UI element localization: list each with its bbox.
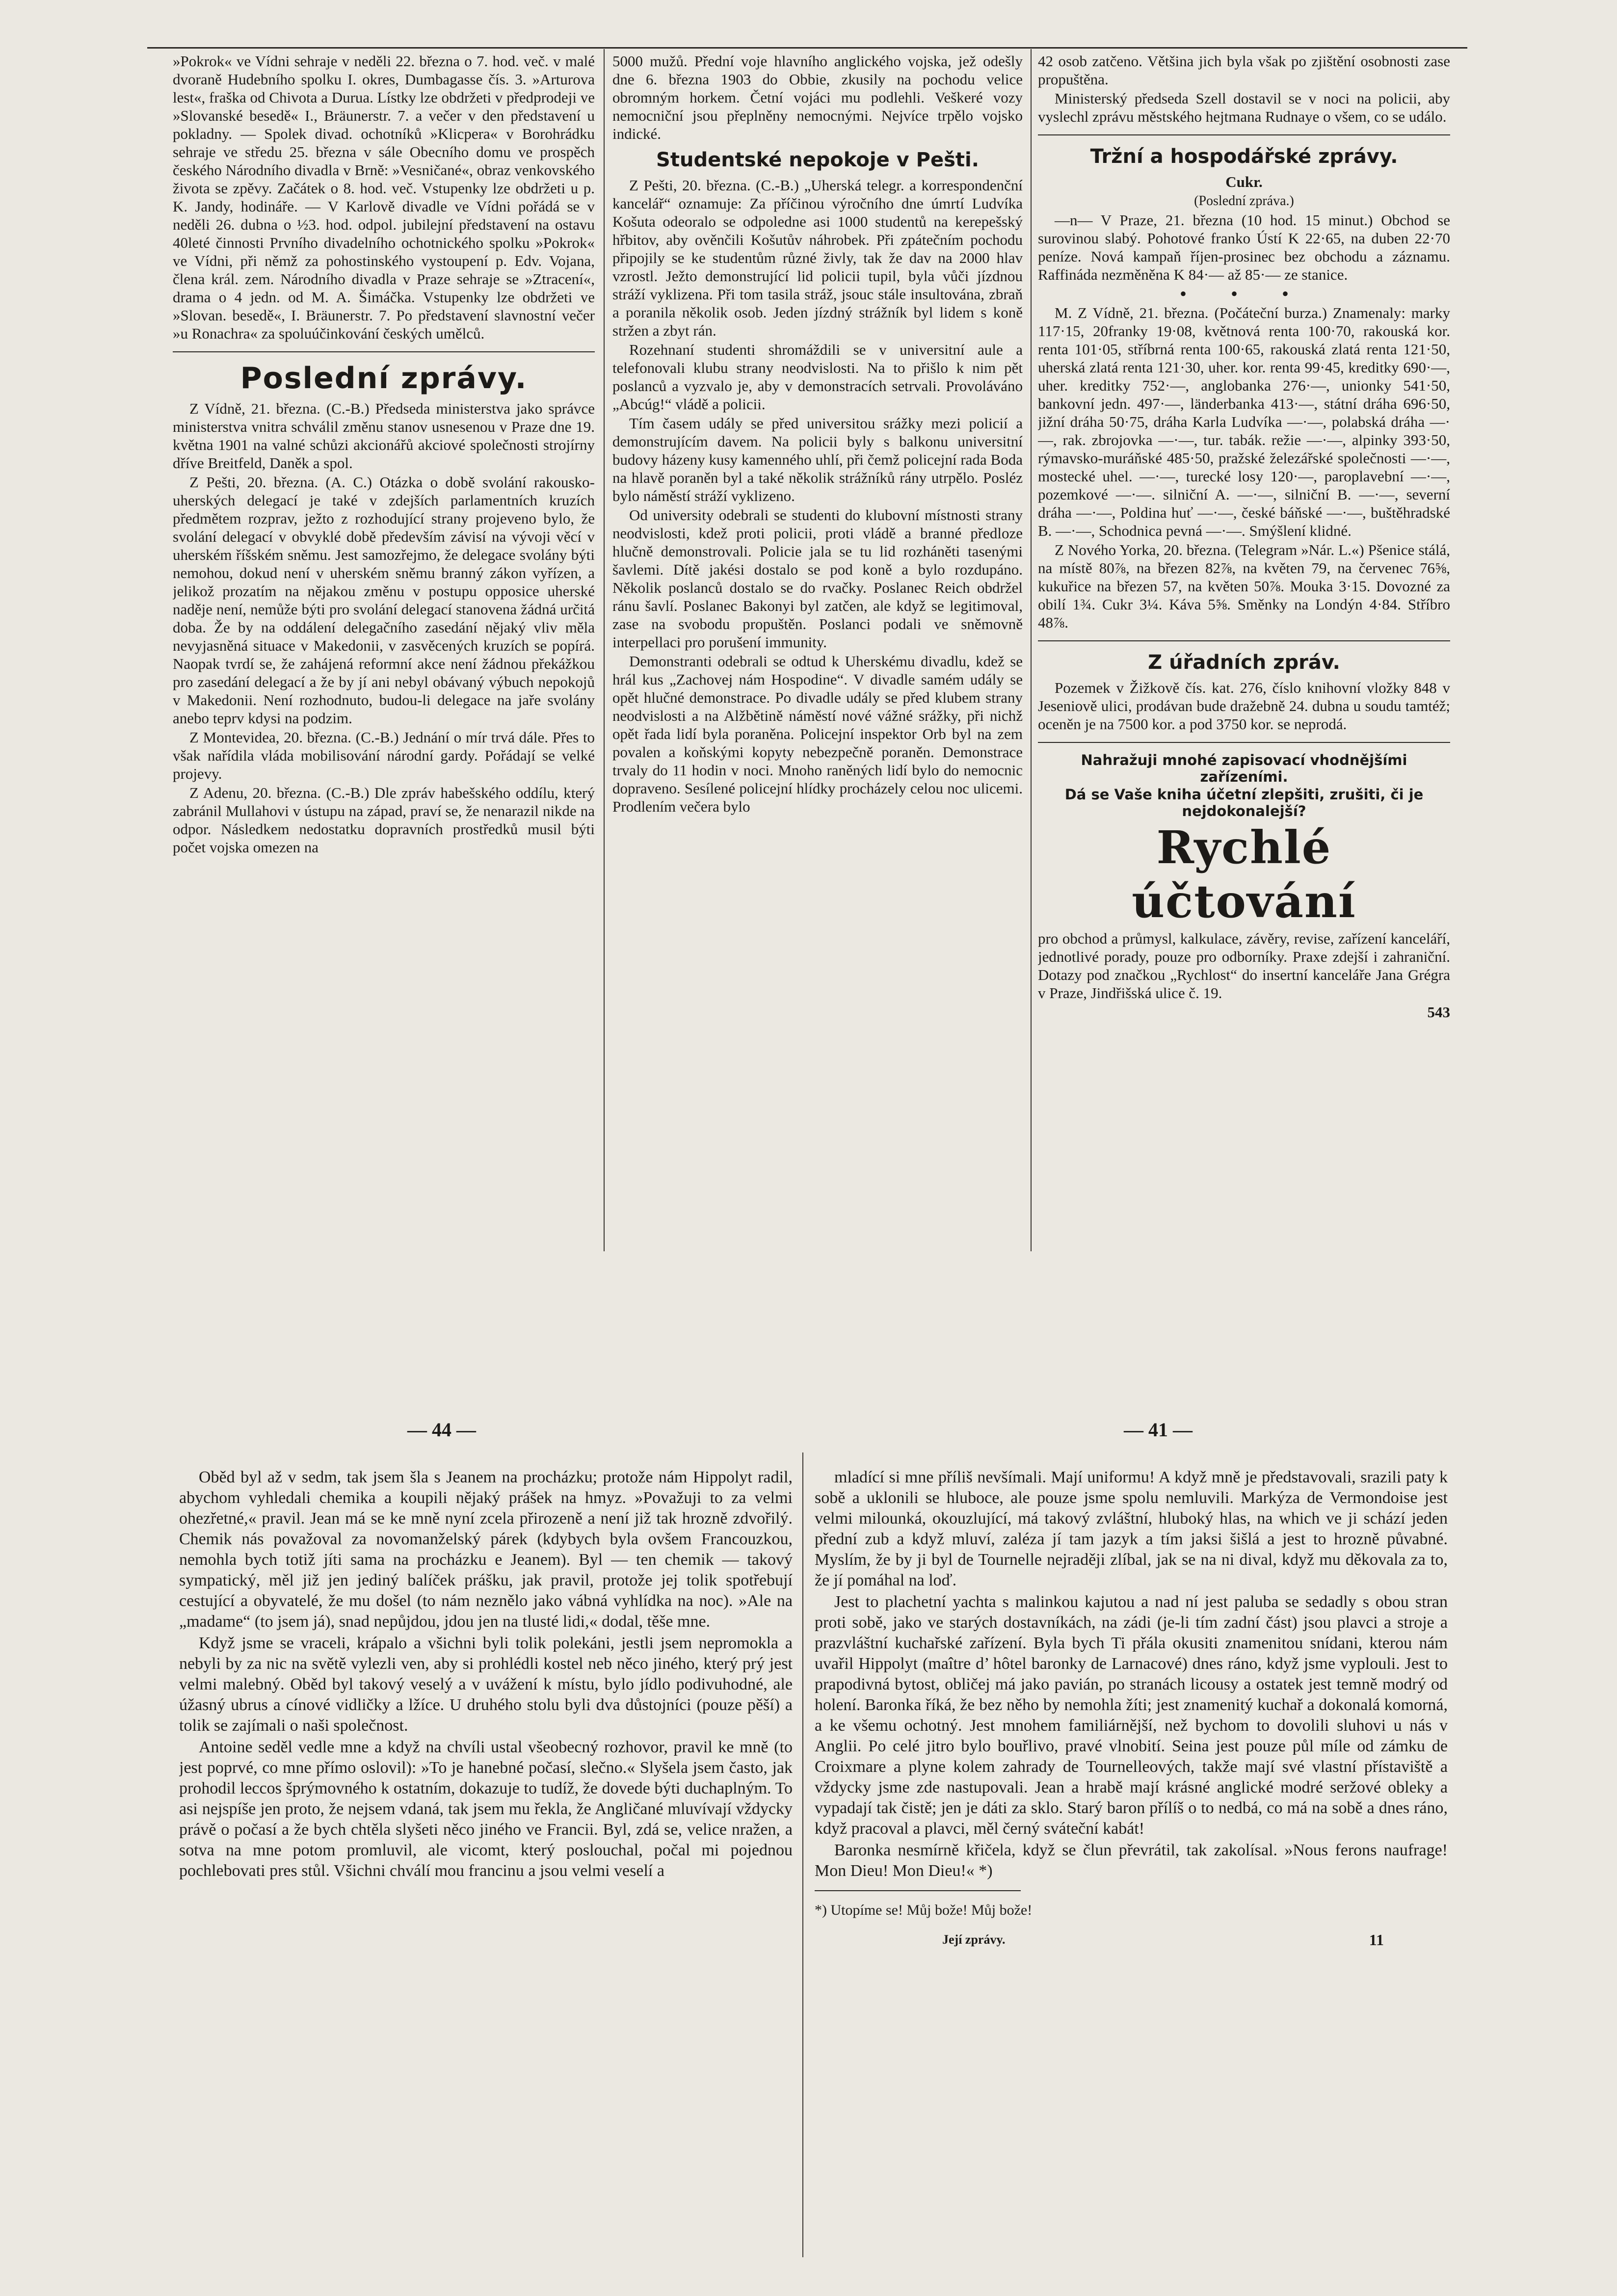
column-right xyxy=(1038,52,1450,1254)
separator-stars: • • • xyxy=(1179,283,1308,305)
ad-headline-2: Dá se Vaše kniha účetní zlepšiti, zrušiti, či je nejdokonalejší? xyxy=(1064,786,1424,819)
footer-page-number: 11 xyxy=(1369,1931,1384,1949)
top-rule xyxy=(147,47,1467,49)
story-left-para-2: Když jsme se vraceli, krápalo a všichni byli tolik polekáni, jestli jsem nepromokla a nebyli by za nic na světě vylezli ven, aby si prohlédli kostel neb něco jiného, který prý jest velmi malebný. Oběd byl takový veselý a v uvážení k místu, bylo jídlo podivuhodné, ale úžasný ubrus a cínové vidličky a lžíce. U druhého stolu byli dva důstojníci (pouze pěší) a tolik se zajímali o naši společnost. xyxy=(179,1634,793,1735)
column-middle xyxy=(612,52,1023,1254)
page-number-right: — 41 — xyxy=(1124,1419,1193,1441)
unrest-para-3: Tím časem udály se před universitou srážky mezi policií a demonstrujícím davem. Na policii byly s balkonu universitní budovy házeny kusy kamenného uhlí, při čemž policejní rada Boda na hlavě poraněn byl a také několik strážníků rány utrpělo. Posléz bylo náměstí stráží vyklizeno. xyxy=(612,415,1023,504)
footer-signature: Její zprávy. xyxy=(942,1932,1006,1947)
unrest-para-5: Demonstranti odebrali se odtud k Uherskému divadlu, kdež se hrál kus „Zachovej nám Hospodine“. V divadle samém udály se opět hlučné demonstrace. Po divadle udály se před klubem strany neodvislosti a na Alžbětině náměstí nové vážné srážky, při nichž opět řada lidí byla poraněna. Policejní inspektor Orb byl na zem povalen a koňskými kopyty nebezpečně poraněn. Demonstrace trvaly do 11 hodin v noci. Mnoho raněných lidí bylo do nemocnic dopraveno. Sesílené policejní hlídky procházely celou noc ulicemi. Prodlením večera bylo xyxy=(612,653,1023,815)
column-divider-1 xyxy=(604,49,605,1251)
section-heading-latest-news: Poslední zprávy. xyxy=(240,361,528,396)
section-divider xyxy=(173,351,595,352)
ad-number: 543 xyxy=(1427,1003,1450,1021)
story-left-para-3: Antoine seděl vedle mne a když na chvíli ustal všeobecný rozhovor, pravil ke mně (to jest poprvé, co mne přímo oslovil): »To je hanebné počasí, slečno.« Slyšela jsem často, jak prohodil leccos šprýmovného k ostatním, dokazuje to tudíž, že dovede býti duchaplným. To asi nejspíše jen proto, že nejsem vdaná, tak jsem mu řekla, že Angličané mluvívají vždycky právě o počasí a že bych chtěla slyšeti něco jiného ve Francii. Byl, zdá se, velice nražen, a sotva na mne potom promluvil, ale vicomt, který poslouchal, počal mi pojednou pochlebovati pres stůl. Všichni chválí mou francinu a jsou velmi veselí a xyxy=(179,1738,793,1880)
ad-body: pro obchod a průmysl, kalkulace, závěry, revise, zařízení kanceláří, jednotlivé porady, pouze pro odborníky. Praxe zdejší i zahraniční. Dotazy pod značkou „Rychlost“ do insertní kanceláře Jana Grégra v Praze, Jindřišská ulice č. 19. xyxy=(1038,930,1450,1002)
unrest-para-2: Rozehnaní studenti shromáždili se v universitní aule a telefonovali klubu strany neodvislosti. Na to přišlo k nim pět poslanců a vyzvalo je, aby v demonstracích setrvali. Provoláváno „Abcúg!“ vládě a policii. xyxy=(612,341,1023,413)
page-number-left: — 44 — xyxy=(407,1419,476,1441)
theatre-notices: »Pokrok« ve Vídni sehraje v neděli 22. března o 7. hod. več. v malé dvoraně Hudebního spolku I. okres, Dumbagasse čís. 3. »Arturova lest«, fraška od Chivota a Durua. Lístky lze obdržeti v předprodeji ve »Slovanské besedě« I., Bräunerstr. 7. a večer v den představení u pokladny. — Spolek divad. ochotníků »Klicpera« v Borohrádku sehraje ve středu 25. března v sále Obecního domu ve prospěch českého Národního divadla v Brně: »Vesničané«, obraz venkovského života se zpěvy. Začátek o 8. hod. več. Vstupenky lze obdržeti u p. K. Jandy, hodináře. — V Karlově divadle ve Vídni pořádá se v neděli 26. dubna o ½3. hod. odpol. jubilejní představení na ostavu 40leté činnosti Prvního divadelního ochotnického spolku »Pokrok« ve Vídni, při němž za pohostinského vystoupení p. Edv. Vojana, člena král. zem. Národního divadla v Praze sehraje se »Ztracení«, drama o 4 jedn. od M. A. Šimáčka. Vstupenky lze obdržeti ve »Slovan. besedě«, I. Bräunerstr. 7. Po představení slavnostní večer »u Ronachra« za spoluúčinkování českých umělců. xyxy=(173,53,595,342)
szell-para: Ministerský předseda Szell dostavil se v noci na policii, aby vyslechl zprávu městského hejtmana Rudnaye o všem, co se událo. xyxy=(1038,90,1450,125)
subheading-sugar: Cukr. xyxy=(1225,173,1263,190)
section-heading-official: Z úřadních zpráv. xyxy=(1148,651,1340,674)
footnote-rule xyxy=(815,1890,1021,1891)
official-notice: Pozemek v Žižkově čís. kat. 276, číslo knihovní vložky 848 v Jeseniově ulici, prodávan bude dražebně 24. dubna u soudu tamtéž; oceněn je na 7500 kor. a pod 3750 kor. se neprodá. xyxy=(1038,679,1450,733)
story-left-page xyxy=(179,1467,793,2282)
unrest-para-1: Z Pešti, 20. března. (C.-B.) „Uherská telegr. a korrespondenční kancelář“ oznamuje: Za příčinou výročního dne úmrtí Ludvíka Košuta odeoralo se odpoledne asi 1000 studentů na kerepešský hřbitov, aby ověnčili Košutův náhrobek. Při zpátečním pochodu připojily se ke studentům různé živly, tak že dav na 2000 hlav vzrostl. Ježto demonstrující lid policii tupil, byla vůči jízdnou stráží vyklizena. Při tom tasila stráž, jsouc stále insultována, zbraň a poranila několik osob. Jeden jízdný strážník byl lidem s koně stržen a zbyt rán. xyxy=(612,177,1023,339)
ad-headline-1: Nahražuji mnohé zapisovací vhodnějšími zařízeními. xyxy=(1081,752,1407,785)
story-divider xyxy=(802,1452,803,2257)
news-montevideo: Z Montevidea, 20. března. (C.-B.) Jednání o mír trvá dále. Přes to však nařídila vláda mobilisování národní gardy. Pořádají se velké projevy. xyxy=(173,729,595,782)
ad-title: Rychlé účtování xyxy=(1132,821,1356,928)
column-divider-2 xyxy=(1031,49,1032,1251)
section-divider xyxy=(1038,742,1450,743)
section-divider xyxy=(1038,640,1450,641)
news-aden-continued: 5000 mužů. Přední voje hlavního anglického vojska, jež odešly dne 6. března 1903 do Obbie, zkusily na pochodu velice obromným horkem. Četní vojáci mu podlehli. Veškeré vozy nemocniční jsou přeplněny nemocnými. Nejvíce trpělo vojsko indické. xyxy=(612,53,1023,142)
unrest-para-4: Od university odebrali se studenti do klubovní místnosti strany neodvislosti, kdež proti policii, proti vládě a branné předloze hlučně demonstrovali. Policie jala se tu lid rozháněti tasenými šavlemi. Dítě jakési dostalo se pod koně a bylo rozdupáno. Několik poslanců dostalo se do rvačky. Poslanec Reich obdržel ránu šavlí. Poslanec Bakonyi byl zatčen, ale když se legitimoval, zase na svobodu propuštěn. Poslanci podali ve sněmovně interpellaci pro porušení immunity. xyxy=(612,506,1023,651)
story-right-para-2: Jest to plachetní yachta s malinkou kajutou a nad ní jest paluba se sedadly s obou stran proti sobě, jako ve starých dostavníkách, na zádi (je-li tím zadní část) jsou plavci a stroje a prazvláštní kuchařské zařízení. Byla bych Ti přála okusiti znamenitou snídani, kterou nám uvařil Hippolyt (maître d’ hôtel baronky de Larnacové) dnes ráno, když jsme vyplouli. Jest to prapodivná bytost, obličej má jako pavián, po stranách licousy a ostatek jest temně modrý od holení. Baronka říká, že bez něho by nemohla žíti; jest znamenitý kuchař a dokonalá komorná, a ke všemu ochotný. Jest mnohem familiárnější, než bychom to dovolili sluhovi u nás v Anglii. Po celé jitro bylo bouřlivo, pravé vlnobití. Seina jest pouze půl míle od zámku de Croixmare a plyne kolem zahrady de Tournelleových, takže mají své vlastní přístaviště a vždycky jsme zde nastupovali. Jean a hrabě mají krásné anglické modré seržové obleky a vypadají tak čistě; jen je dáti za sklo. Starý baron přílíš o to nedbá, co má na sobě a dnes ráno, když pracoval a plavci, měl černý sváteční kabát! xyxy=(815,1593,1448,1838)
story-right-para-1: mladící si mne příliš nevšímali. Mají uniformu! A když mně je představovali, srazili paty k sobě a uklonili se hluboce, ale pouze jsme spolu nemluvili. Markýza de Vermondoise jest velmi milounká, okouzlující, má takový zvláštní, hluboký hlas, na which ve ji schází jeden přední zub a když mluví, zaléza jí tam jazyk a tím jaksi šišlá a jest to hrozně půvabné. Myslím, že by ji byl de Tournelle nejraději zlíbal, jak se na ni dival, když mu děkovala za to, že jí pomáhal na loď. xyxy=(815,1468,1448,1589)
news-aden: Z Adenu, 20. března. (C.-B.) Dle zpráv habešského oddílu, který zabránil Mullahovi v ústupu na západ, praví se, že nenarazil nikde na odpor. Následkem nedostatku dopravních prostředků musil býti počet vojska omezen na xyxy=(173,784,595,856)
story-right-para-3: Baronka nesmírně křičela, když se člun převrátil, tak zakolísal. »Nous ferons naufrage! Mon Dieu! Mon Dieu!« *) xyxy=(815,1841,1448,1880)
subheading-latest: (Poslední zpráva.) xyxy=(1194,193,1294,209)
sugar-report: —n— V Praze, 21. března (10 hod. 15 minut.) Obchod se surovinou slabý. Pohotové franko Ústí K 22·65, na duben 22·70 peníze. Nová kampaň říjen-prosinec bez obchodu a záznamu. Raffináda nezměněna K 84·— až 85·— ze stanice. xyxy=(1038,211,1450,283)
section-divider xyxy=(1038,134,1450,135)
new-york-report: Z Nového Yorka, 20. března. (Telegram »Nár. L.«) Pšenice stálá, na místě 80⅞, na březen 82⅞, na květen 79, na červenec 76⅝, kukuřice na březen 57, na květen 50⅞. Mouka 3·15. Dovozné za obilí 1¾. Cukr 3¼. Káva 5⅝. Směnky na Londýn 4·84. Stříbro 48⅞. xyxy=(1038,541,1450,631)
page-footer xyxy=(815,1929,1384,1950)
section-heading-student-unrest: Studentské nepokoje v Pešti. xyxy=(656,149,979,171)
story-right-page xyxy=(815,1467,1448,2282)
arrests-para: 42 osob zatčeno. Většina jich byla však po zjištění osobnosti zase propuštěna. xyxy=(1038,53,1450,88)
footnote: *) Utopíme se! Můj bože! Můj bože! xyxy=(815,1902,1033,1918)
story-left-para-1: Oběd byl až v sedm, tak jsem šla s Jeanem na procházku; protože nám Hippolyt radil, abychom vyhledali chemika a koupili nějaký prášek na hmyz. »Považuji to za velmi ohezřetné,« pravil. Jean má se ke mně nyní zcela přirozeně a není již tak hrozně zdvořilý. Chemik nás považoval za novomanželský párek (kdybych byla ovšem Francouzkou, nemohla bych totiž jíti sama na procházku e Jeanem). Byl — ten chemik — takový sympatický, měl již jen jediný balíček prášku, jak pravil, protože jej tolik spotřebují cestující a obyvatelé, že mu došel (to nám neznělo jako vábná vyhlídka na noc). »Ale na „madame“ (to jsem já), snad nepůjdou, jdou jen na tlusté lidi,« dodal, těše mne. xyxy=(179,1468,793,1631)
section-heading-market: Tržní a hospodářské zprávy. xyxy=(1090,145,1398,168)
news-budapest: Z Pešti, 20. března. (A. C.) Otázka o době svolání rakousko-uherských delegací je také v zdejších parlamentních kruzích předmětem rozprav, ježto z rozhodující strany projeveno bylo, že svolání delegací v obvyklé době především závisí na vývoji věcí v uherském říšském sněmu. Jest samozřejmo, že delegace svolány býti nemohou, dokud není v uherském sněmu branný zákon vyřízen, a jelikož prozatím na nějakou změnu v postupu opposice uherské naděje není, nemůže býti pro svolání delegací stanovena žádná určitá doba. Že by na oddálení delegačního zasedání nějaký vliv měla nevyjasněná situace v Makedonii, v zasvěcených kruzích se popírá. Naopak tvrdí se, že zahájená reformní akce není žádnou překážkou pro zasedání delegací a že by jí ani nebyl obávaný výbuch nepokojů v Makedonii. Není rozhodnuto, budou-li delegace na jaře svolány anebo teprv kdysi na podzim. xyxy=(173,474,595,727)
news-vienna: Z Vídně, 21. března. (C.-B.) Předseda ministerstva jako správce ministerstva vnitra schválil změnu stanov usnesenou v Praze dne 19. května 1901 na valné schůzi akcionářů akciové společnosti strojírny dříve Breitfeld, Daněk a spol. xyxy=(173,400,595,472)
stock-exchange-report: M. Z Vídně, 21. března. (Počáteční burza.) Znamenaly: marky 117·15, 20franky 19·08, květnová renta 100·70, rakouská kor. renta 101·05, stříbrná renta 100·65, rakouská zlatá renta 121·50, uherská zlatá renta 121·30, uher. kor. renta 99·45, kreditky 690·—, uher. kreditky 752·—, anglobanka 276·—, unionky 541·50, bankovní jedn. 497·—, länderbanka 413·—, státní dráha 696·50, jižní dráha 50·75, dráha Karla Ludvíka —·—, polabská dráha —·—, rak. zbrojovka —·—, tur. tabák. režie —·—, alpinky 393·50, rýmavsko-muráňské 485·50, pražské železářské společnosti —·—, mostecké uhel. —·—, turecké losy 120·—, paroplavební —·—, pozemkové —·—. silniční A. —·—, silniční B. —·—, severní dráha —·—, Poldina huť —·—, české báňské —·—, buštěhradské B. —·—, Schodnica pevná —·—. Smýšlení klidné. xyxy=(1038,304,1450,539)
column-left xyxy=(173,52,595,1254)
